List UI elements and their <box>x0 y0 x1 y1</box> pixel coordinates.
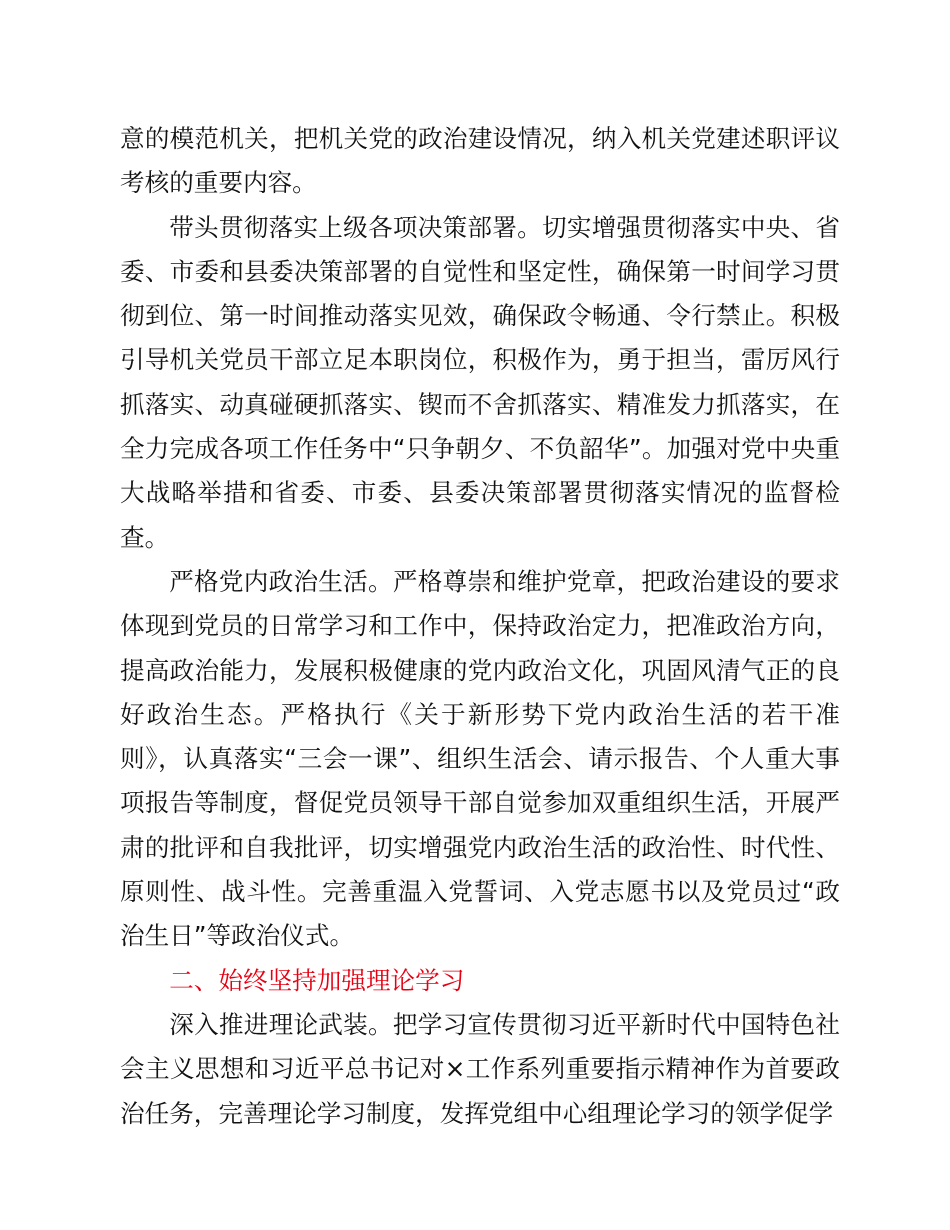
section-heading: 二、始终坚持加强理论学习 <box>169 965 465 995</box>
document-body <box>120 117 840 1136</box>
paragraph-implement-decisions: 带头贯彻落实上级各项决策部署。切实增强贯彻落实中央、省委、市委和县委决策部署的自觉性和坚定性，确保第一时间学习贯彻到位、第一时间推动落实见效，确保政令畅通、令行禁止。积极引导机关党员干部立足本职岗位，积极作为，勇于担当，雷厉风行抓落实、动真碰硬抓落实、锲而不舍抓落实、精准发力抓落实，在全力完成各项工作任务中“只争朝夕、不负韶华”。加强对党中央重大战略举措和省委、市委、县委决策部署贯彻落实情况的监督检查。 <box>120 212 840 552</box>
paragraph-political-life: 严格党内政治生活。严格尊崇和维护党章，把政治建设的要求体现到党员的日常学习和工作中，保持政治定力，把准政治方向，提高政治能力，发展积极健康的党内政治文化，巩固风清气正的良好政治生态。严格执行《关于新形势下党内政治生活的若干准则》，认真落实“三会一课”、组织生活会、请示报告、个人重大事项报告等制度，督促党员领导干部自觉参加双重组织生活，开展严肃的批评和自我批评，切实增强党内政治生活的政治性、时代性、原则性、战斗性。完善重温入党誓词、入党志愿书以及党员过“政治生日”等政治仪式。 <box>120 566 840 951</box>
paragraph-theory-study: 深入推进理论武装。把学习宣传贯彻习近平新时代中国特色社会主义思想和习近平总书记对×工作系列重要指示精神作为首要政治任务，完善理论学习制度，发挥党组中心组理论学习的领学促学 <box>120 1009 840 1128</box>
paragraph-continuation: 意的模范机关，把机关党的政治建设情况，纳入机关党建述职评议考核的重要内容。 <box>120 124 840 198</box>
